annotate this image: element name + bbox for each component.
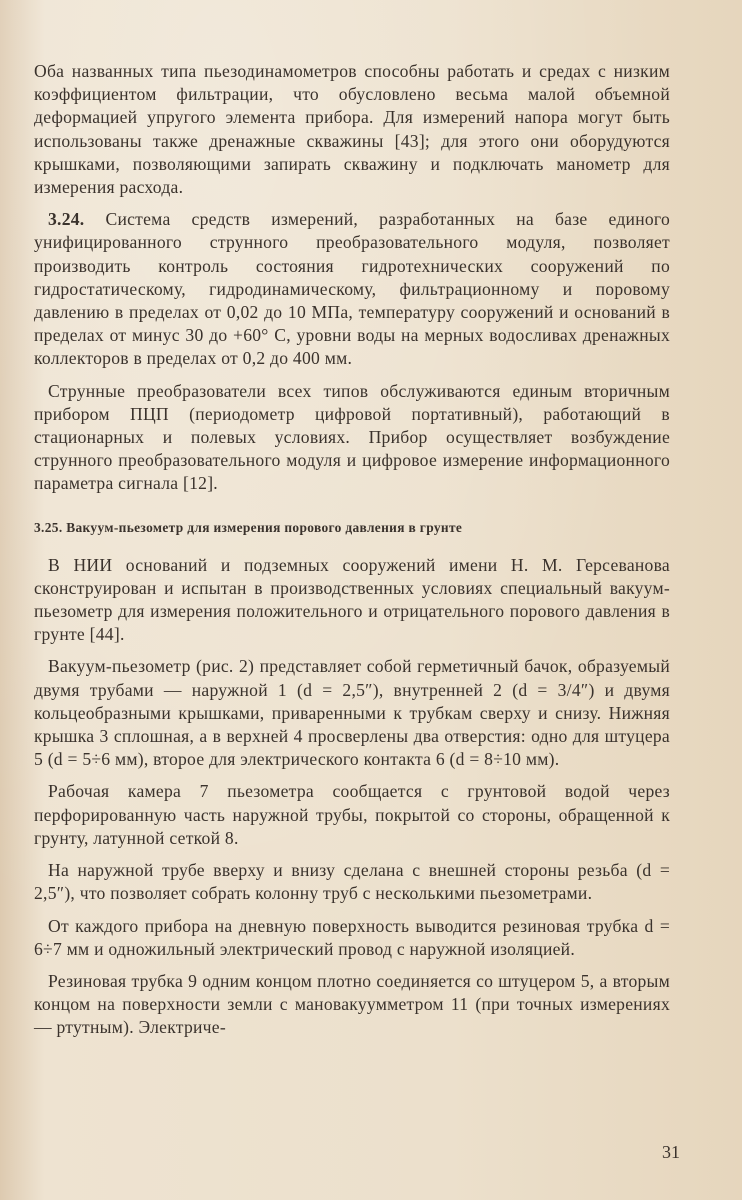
section-heading-3-25: 3.25. Вакуум-пьезометр для измерения порового давления в грунте [34, 519, 463, 535]
section-number-3-24: 3.24. [48, 209, 85, 230]
paragraph-vacuum-piezometer-design: Вакуум-пьезометр (рис. 2) представляет собой герметичный бачок, образуемый двумя трубами — наружной 1 (d = 2,5″), внутренней 2 (d = 3/4″) и двумя кольцеобразными крышками, приваренными к трубкам сверху и снизу. Нижняя крышка 3 сплошная, а в верхней 4 просверлены два отверстия: одно для штуцера 5 (d = 5÷6 мм), второе для электрического контакта 6 (d = 8÷10 мм). [34, 656, 670, 770]
paragraph-rubber-tube: От каждого прибора на дневную поверхность выводится резиновая трубка d = 6÷7 мм и одножильный электрический провод с наружной изоляцией. [34, 915, 670, 959]
paragraph-working-chamber: Рабочая камера 7 пьезометра сообщается с грунтовой водой через перфорированную часть наружной трубы, покрытой со стороны, обращенной к грунту, латунной сеткой 8. [34, 781, 670, 848]
paragraph-3-24-text: Система средств измерений, разработанных на базе единого унифицированного струнного преобразовательного модуля, позволяет производить контроль состояния гидротехнических сооружений по гидростатическому, гидродинамическому, фильтрационному и поровому давлению в пределах от 0,02 до 10 МПа, температуру сооружений и оснований в пределах от минус 30 до +60° С, уровни воды на мерных водосливах дренажных коллекторов в пределах от 0,2 до 400 мм. [34, 209, 670, 369]
paragraph-3-24 [34, 208, 670, 370]
page-text [34, 60, 670, 1049]
paragraph-thread: На наружной трубе вверху и внизу сделана с внешней стороны резьба (d = 2,5″), что позволяет собрать колонну труб с несколькими пьезометрами. [34, 860, 670, 904]
paragraph-niiosp: В НИИ оснований и подземных сооружений имени Н. М. Герсеванова сконструирован и испытан в производственных условиях специальный вакуум-пьезометр для измерения положительного и отрицательного порового давления в грунте [44]. [34, 554, 670, 645]
paragraph-connection: Резиновая трубка 9 одним концом плотно соединяется со штуцером 5, а вторым концом на поверхности земли с мановакуумметром 11 (при точных измерениях — ртутным). Электриче- [34, 970, 670, 1038]
paragraph-string-converters: Струнные преобразователи всех типов обслуживаются единым вторичным прибором ПЦП (периодометр цифровой портативный), работающий в стационарных и полевых условиях. Прибор осуществляет возбуждение струнного преобразовательного модуля и цифровое измерение информационного параметра сигнала [12]. [34, 380, 670, 494]
page-number: 31 [662, 1142, 680, 1162]
paragraph-piezodynamometers: Оба названных типа пьезодинамометров способны работать и средах с низким коэффициентом фильтрации, что обусловлено весьма малой объемной деформацией упругого элемента прибора. Для измерений напора могут быть использованы также дренажные скважины [43]; для этого они оборудуются крышками, позволяющими запирать скважину и подключать манометр для измерения расхода. [34, 61, 670, 198]
